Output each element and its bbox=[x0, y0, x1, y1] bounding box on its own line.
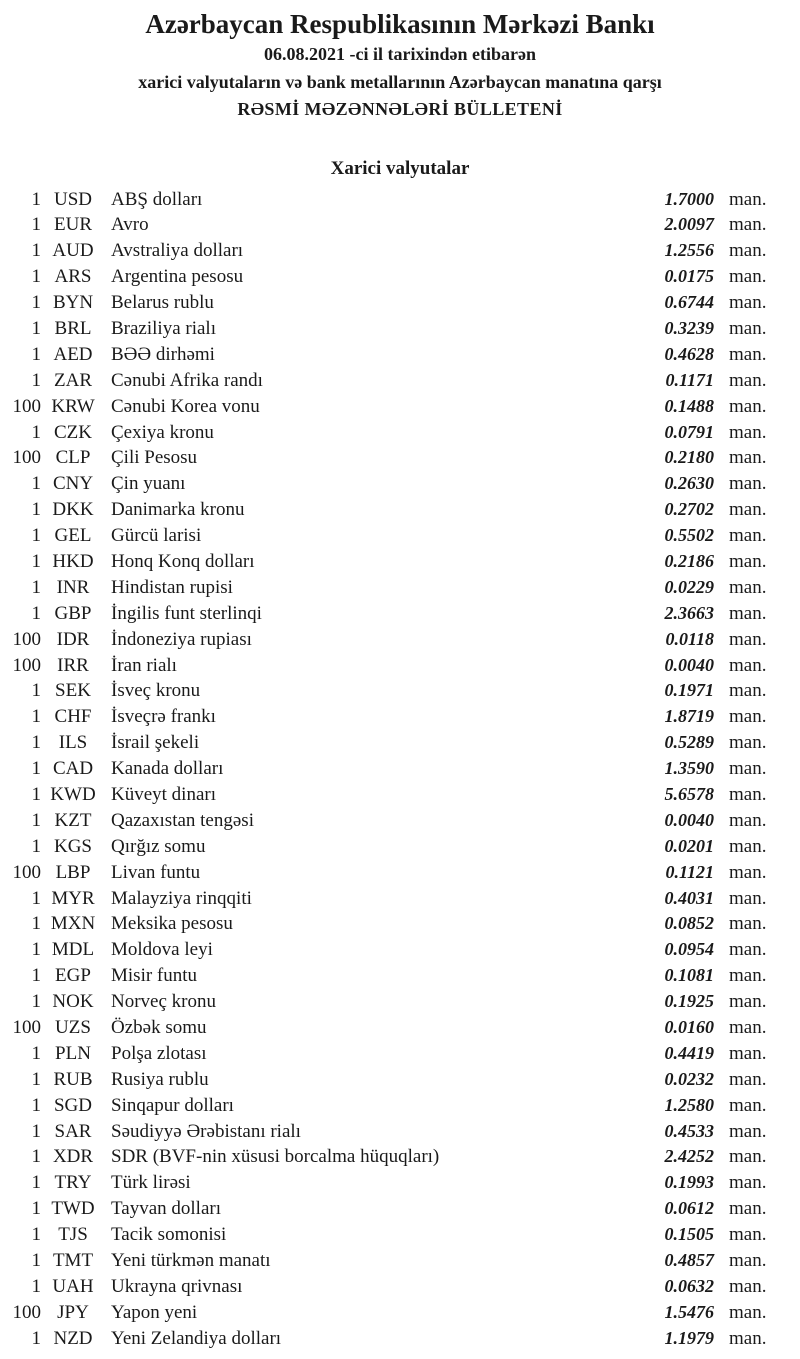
currency-rate: 0.1121 bbox=[665, 861, 714, 882]
currency-code: KWD bbox=[50, 783, 96, 805]
currency-row bbox=[0, 238, 800, 264]
currency-quantity: 1 bbox=[31, 939, 41, 961]
currency-rate: 0.5502 bbox=[664, 525, 714, 546]
currency-quantity: 1 bbox=[31, 317, 41, 339]
currency-row bbox=[0, 497, 800, 523]
currency-quantity: 1 bbox=[31, 991, 41, 1013]
currency-row bbox=[0, 1170, 800, 1196]
currency-code: PLN bbox=[55, 1042, 91, 1064]
currency-row bbox=[0, 730, 800, 756]
currency-quantity: 1 bbox=[31, 1250, 41, 1272]
currency-unit: man. bbox=[729, 550, 767, 572]
currency-code: SGD bbox=[53, 1094, 92, 1116]
currency-row bbox=[0, 471, 800, 497]
currency-rate: 0.4857 bbox=[664, 1250, 714, 1271]
currency-rate: 0.2186 bbox=[664, 550, 714, 571]
currency-rate: 0.4419 bbox=[664, 1042, 714, 1063]
currency-unit: man. bbox=[729, 292, 767, 314]
currency-quantity: 1 bbox=[31, 1094, 41, 1116]
currency-quantity: 1 bbox=[31, 343, 41, 365]
currency-rate: 0.0229 bbox=[664, 576, 714, 597]
currency-row bbox=[0, 523, 800, 549]
currency-name: Norveç kronu bbox=[111, 991, 216, 1013]
currency-code: USD bbox=[53, 188, 92, 210]
currency-rate: 1.1979 bbox=[664, 1327, 714, 1348]
currency-unit: man. bbox=[729, 1094, 767, 1116]
currency-quantity: 1 bbox=[31, 525, 41, 547]
currency-row bbox=[0, 342, 800, 368]
currency-code: CLP bbox=[55, 447, 91, 469]
currency-row bbox=[0, 1300, 800, 1326]
currency-quantity: 1 bbox=[31, 292, 41, 314]
currency-unit: man. bbox=[729, 240, 767, 262]
currency-quantity: 1 bbox=[31, 783, 41, 805]
currency-name: Çexiya kronu bbox=[111, 421, 214, 443]
currency-unit: man. bbox=[729, 706, 767, 728]
currency-row bbox=[0, 678, 800, 704]
currency-code: JPY bbox=[57, 1301, 89, 1323]
currency-unit: man. bbox=[729, 1146, 767, 1168]
currency-code: DKK bbox=[52, 499, 94, 521]
currency-name: İndoneziya rupiası bbox=[111, 628, 252, 650]
currency-unit: man. bbox=[729, 783, 767, 805]
currency-rate: 0.4533 bbox=[664, 1120, 714, 1141]
currency-name: İsveçrə frankı bbox=[111, 706, 216, 728]
currency-code: TWD bbox=[51, 1198, 95, 1220]
currency-quantity: 1 bbox=[31, 602, 41, 624]
currency-quantity: 1 bbox=[31, 240, 41, 262]
currency-rate: 0.0040 bbox=[664, 809, 714, 830]
currency-quantity: 1 bbox=[31, 1120, 41, 1142]
currency-name: İran rialı bbox=[111, 654, 177, 676]
currency-code: ILS bbox=[58, 732, 88, 754]
currency-code: INR bbox=[56, 576, 90, 598]
section-title: Xarici valyutalar bbox=[330, 157, 470, 179]
currency-code: SAR bbox=[54, 1120, 92, 1142]
currency-row bbox=[0, 911, 800, 937]
currency-unit: man. bbox=[729, 1301, 767, 1323]
currency-rate: 0.0118 bbox=[665, 628, 714, 649]
currency-unit: man. bbox=[729, 965, 767, 987]
currency-row bbox=[0, 420, 800, 446]
currency-quantity: 1 bbox=[31, 965, 41, 987]
currency-quantity: 100 bbox=[12, 1017, 41, 1038]
currency-quantity: 1 bbox=[31, 369, 41, 391]
currency-row bbox=[0, 1041, 800, 1067]
currency-unit: man. bbox=[729, 602, 767, 624]
currency-code: IDR bbox=[56, 628, 90, 650]
currency-row bbox=[0, 394, 800, 420]
currency-name: Tayvan dolları bbox=[111, 1198, 221, 1220]
currency-code: TJS bbox=[58, 1224, 88, 1246]
currency-name: Hindistan rupisi bbox=[111, 576, 233, 598]
currency-code: UAH bbox=[52, 1275, 94, 1297]
currency-unit: man. bbox=[729, 939, 767, 961]
currency-unit: man. bbox=[729, 991, 767, 1013]
currency-rate: 1.2580 bbox=[664, 1094, 714, 1115]
currency-rate: 0.0160 bbox=[664, 1017, 714, 1037]
currency-code: CZK bbox=[54, 421, 92, 443]
currency-quantity: 1 bbox=[31, 421, 41, 443]
currency-unit: man. bbox=[729, 1017, 767, 1038]
currency-quantity: 1 bbox=[31, 758, 41, 780]
currency-name: Yapon yeni bbox=[111, 1301, 198, 1323]
currency-unit: man. bbox=[729, 1042, 767, 1064]
currency-rate: 0.6744 bbox=[664, 292, 714, 313]
currency-name: Moldova leyi bbox=[111, 939, 213, 961]
currency-code: RUB bbox=[53, 1068, 93, 1090]
currency-row bbox=[0, 290, 800, 316]
currency-name: İngilis funt sterlinqi bbox=[111, 602, 262, 624]
currency-unit: man. bbox=[729, 732, 767, 754]
currency-row bbox=[0, 756, 800, 782]
currency-name: İsveç kronu bbox=[111, 680, 201, 702]
currency-rate: 0.3239 bbox=[664, 317, 714, 338]
currency-name: Honq Konq dolları bbox=[111, 550, 255, 572]
currency-name: Avro bbox=[111, 214, 149, 236]
currency-unit: man. bbox=[729, 525, 767, 547]
currency-unit: man. bbox=[729, 266, 767, 288]
currency-row bbox=[0, 549, 800, 575]
currency-unit: man. bbox=[729, 1120, 767, 1142]
currency-quantity: 100 bbox=[12, 628, 41, 650]
currency-unit: man. bbox=[729, 628, 767, 650]
currency-name: Argentina pesosu bbox=[111, 266, 244, 288]
currency-name: Malayziya rinqqiti bbox=[111, 887, 252, 909]
rates-table bbox=[0, 187, 800, 1352]
currency-quantity: 100 bbox=[12, 447, 41, 469]
currency-row bbox=[0, 1067, 800, 1093]
currency-quantity: 1 bbox=[31, 809, 41, 831]
currency-rate: 2.4252 bbox=[664, 1146, 714, 1167]
currency-rate: 0.2180 bbox=[664, 447, 714, 468]
currency-rate: 0.0232 bbox=[664, 1068, 714, 1089]
bank-title: Azərbaycan Respublikasının Mərkəzi Bankı bbox=[145, 9, 655, 39]
currency-unit: man. bbox=[729, 1224, 767, 1246]
currency-code: NZD bbox=[53, 1327, 93, 1349]
currency-row bbox=[0, 368, 800, 394]
currency-rate: 0.0201 bbox=[664, 835, 714, 856]
currency-code: BRL bbox=[54, 317, 92, 339]
currency-unit: man. bbox=[729, 654, 767, 676]
currency-code: UZS bbox=[55, 1017, 91, 1038]
currency-name: Cənubi Korea vonu bbox=[111, 395, 260, 417]
currency-rate: 0.2630 bbox=[664, 473, 714, 494]
currency-code: LBP bbox=[55, 861, 91, 883]
currency-row bbox=[0, 1015, 800, 1041]
currency-row bbox=[0, 1196, 800, 1222]
currency-row bbox=[0, 860, 800, 886]
currency-code: TMT bbox=[52, 1250, 94, 1272]
currency-rate: 0.0612 bbox=[664, 1198, 714, 1219]
currency-code: SEK bbox=[55, 680, 91, 702]
currency-unit: man. bbox=[729, 1250, 767, 1272]
currency-unit: man. bbox=[729, 809, 767, 831]
currency-rate: 1.3590 bbox=[664, 758, 714, 779]
currency-code: MXN bbox=[50, 913, 96, 935]
currency-unit: man. bbox=[729, 758, 767, 780]
currency-row bbox=[0, 1274, 800, 1300]
currency-rate: 0.0852 bbox=[664, 913, 714, 934]
currency-code: AUD bbox=[52, 240, 94, 262]
currency-quantity: 1 bbox=[31, 1275, 41, 1297]
bulletin-header bbox=[0, 0, 800, 124]
currency-rate: 0.4628 bbox=[664, 343, 714, 364]
currency-row bbox=[0, 1222, 800, 1248]
currency-name: Livan funtu bbox=[111, 861, 201, 883]
currency-unit: man. bbox=[729, 913, 767, 935]
currency-quantity: 1 bbox=[31, 1327, 41, 1349]
subject-line: xarici valyutaların və bank metallarının Azərbaycan manatına qarşı bbox=[138, 71, 662, 92]
currency-unit: man. bbox=[729, 1198, 767, 1220]
currency-name: Səudiyyə Ərəbistanı rialı bbox=[111, 1120, 301, 1142]
currency-code: CNY bbox=[52, 473, 94, 495]
currency-row bbox=[0, 445, 800, 471]
currency-name: Misir funtu bbox=[111, 965, 198, 987]
currency-name: Çili Pesosu bbox=[111, 447, 198, 469]
currency-rate: 2.0097 bbox=[664, 214, 714, 235]
currency-quantity: 1 bbox=[31, 1224, 41, 1246]
currency-code: KZT bbox=[54, 809, 92, 831]
currency-quantity: 100 bbox=[12, 395, 41, 417]
currency-quantity: 1 bbox=[31, 473, 41, 495]
currency-rate: 0.2702 bbox=[664, 499, 714, 520]
currency-name: ABŞ dolları bbox=[111, 188, 203, 210]
currency-code: EUR bbox=[54, 214, 92, 236]
currency-row bbox=[0, 264, 800, 290]
currency-name: Yeni Zelandiya dolları bbox=[111, 1327, 282, 1349]
currency-quantity: 1 bbox=[31, 266, 41, 288]
currency-name: Tacik somonisi bbox=[111, 1224, 227, 1246]
currency-unit: man. bbox=[729, 214, 767, 236]
currency-code: ARS bbox=[54, 266, 92, 288]
currency-rate: 0.0791 bbox=[664, 421, 714, 442]
currency-quantity: 1 bbox=[31, 706, 41, 728]
currency-rate: 0.1993 bbox=[664, 1172, 714, 1193]
currency-name: BƏƏ dirhəmi bbox=[111, 343, 215, 365]
currency-code: MDL bbox=[51, 939, 95, 961]
currency-unit: man. bbox=[729, 395, 767, 417]
currency-code: XDR bbox=[52, 1146, 94, 1168]
currency-rate: 1.7000 bbox=[664, 188, 714, 209]
currency-code: CAD bbox=[52, 758, 94, 780]
currency-row bbox=[0, 886, 800, 912]
currency-row bbox=[0, 1093, 800, 1119]
currency-rate: 0.5289 bbox=[664, 732, 714, 753]
currency-row bbox=[0, 1119, 800, 1145]
currency-unit: man. bbox=[729, 369, 767, 391]
currency-row bbox=[0, 316, 800, 342]
currency-unit: man. bbox=[729, 421, 767, 443]
currency-row bbox=[0, 937, 800, 963]
currency-name: Cənubi Afrika randı bbox=[111, 369, 263, 391]
currency-rate: 0.1971 bbox=[664, 680, 714, 701]
currency-code: ZAR bbox=[54, 369, 92, 391]
currency-unit: man. bbox=[729, 447, 767, 469]
currency-name: Avstraliya dolları bbox=[111, 240, 244, 262]
currency-code: BYN bbox=[52, 292, 94, 314]
currency-rate: 0.1171 bbox=[665, 369, 714, 390]
currency-code: AED bbox=[53, 343, 93, 365]
currency-row bbox=[0, 963, 800, 989]
currency-code: NOK bbox=[52, 991, 94, 1013]
currency-name: Rusiya rublu bbox=[111, 1068, 209, 1090]
currency-row bbox=[0, 808, 800, 834]
currency-unit: man. bbox=[729, 1068, 767, 1090]
effective-date-line: 06.08.2021 -ci il tarixindən etibarən bbox=[264, 44, 536, 64]
currency-unit: man. bbox=[729, 680, 767, 702]
currency-row bbox=[0, 704, 800, 730]
currency-name: Çin yuanı bbox=[111, 473, 186, 495]
currency-quantity: 100 bbox=[12, 1301, 41, 1323]
currency-quantity: 1 bbox=[31, 680, 41, 702]
currency-row bbox=[0, 601, 800, 627]
currency-quantity: 1 bbox=[31, 887, 41, 909]
currency-row bbox=[0, 989, 800, 1015]
currency-name: Yeni türkmən manatı bbox=[111, 1250, 271, 1272]
currency-row bbox=[0, 1326, 800, 1352]
currency-quantity: 1 bbox=[31, 1198, 41, 1220]
currency-unit: man. bbox=[729, 473, 767, 495]
currency-unit: man. bbox=[729, 861, 767, 883]
currency-quantity: 1 bbox=[31, 188, 41, 210]
currency-unit: man. bbox=[729, 343, 767, 365]
currency-rate: 0.0040 bbox=[664, 654, 714, 675]
currency-name: Braziliya rialı bbox=[111, 317, 216, 339]
currency-unit: man. bbox=[729, 887, 767, 909]
currency-code: GEL bbox=[54, 525, 92, 547]
currency-row bbox=[0, 187, 800, 213]
currency-rate: 0.0175 bbox=[664, 266, 714, 287]
currency-code: IRR bbox=[57, 654, 89, 676]
currency-row bbox=[0, 627, 800, 653]
currency-row bbox=[0, 1144, 800, 1170]
currency-name: Küveyt dinarı bbox=[111, 783, 217, 805]
currency-quantity: 1 bbox=[31, 1042, 41, 1064]
currency-row bbox=[0, 1248, 800, 1274]
currency-unit: man. bbox=[729, 835, 767, 857]
currency-quantity: 100 bbox=[12, 861, 41, 883]
currency-quantity: 1 bbox=[31, 1146, 41, 1168]
currency-quantity: 1 bbox=[31, 550, 41, 572]
currency-row bbox=[0, 575, 800, 601]
currency-name: Danimarka kronu bbox=[111, 499, 245, 521]
currency-rate: 1.8719 bbox=[664, 706, 714, 727]
currency-row bbox=[0, 212, 800, 238]
currency-unit: man. bbox=[729, 317, 767, 339]
currency-row bbox=[0, 653, 800, 679]
currency-code: EGP bbox=[55, 965, 91, 987]
currency-code: MYR bbox=[51, 887, 95, 909]
currency-name: Sinqapur dolları bbox=[111, 1094, 234, 1116]
currency-rate: 2.3663 bbox=[664, 602, 714, 623]
currency-rate: 0.1505 bbox=[664, 1224, 714, 1245]
currency-rate: 1.5476 bbox=[664, 1301, 714, 1322]
currency-quantity: 100 bbox=[12, 654, 41, 676]
currency-quantity: 1 bbox=[31, 576, 41, 598]
currency-row bbox=[0, 834, 800, 860]
currency-rate: 0.1925 bbox=[664, 991, 714, 1012]
currency-unit: man. bbox=[729, 499, 767, 521]
currency-name: Türk lirəsi bbox=[111, 1172, 191, 1194]
currency-rate: 0.1488 bbox=[664, 395, 714, 416]
currency-code: TRY bbox=[54, 1172, 92, 1194]
currency-quantity: 1 bbox=[31, 499, 41, 521]
currency-unit: man. bbox=[729, 188, 767, 210]
currency-name: Gürcü larisi bbox=[111, 525, 202, 547]
currency-code: HKD bbox=[52, 550, 94, 572]
currency-quantity: 1 bbox=[31, 214, 41, 236]
currency-rate: 0.1081 bbox=[664, 965, 714, 986]
currency-unit: man. bbox=[729, 1327, 767, 1349]
currency-rate: 0.0632 bbox=[664, 1275, 714, 1296]
currency-code: GBP bbox=[54, 602, 92, 624]
currency-code: CHF bbox=[54, 706, 92, 728]
currency-row bbox=[0, 782, 800, 808]
currency-name: Meksika pesosu bbox=[111, 913, 233, 935]
currency-unit: man. bbox=[729, 1172, 767, 1194]
currency-name: Qazaxıstan tengəsi bbox=[111, 809, 254, 831]
currency-quantity: 1 bbox=[31, 1068, 41, 1090]
currency-code: KRW bbox=[51, 395, 95, 417]
currency-name: Kanada dolları bbox=[111, 758, 224, 780]
currency-quantity: 1 bbox=[31, 1172, 41, 1194]
currency-code: KGS bbox=[53, 835, 92, 857]
currency-name: Özbək somu bbox=[111, 1017, 207, 1038]
currency-name: Belarus rublu bbox=[111, 292, 214, 314]
currency-name: Ukrayna qrivnası bbox=[111, 1275, 243, 1297]
bulletin-title: RƏSMİ MƏZƏNNƏLƏRİ BÜLLETENİ bbox=[237, 99, 563, 119]
currency-name: SDR (BVF-nin xüsusi borcalma hüquqları) bbox=[111, 1146, 440, 1168]
currency-name: İsrail şekeli bbox=[111, 732, 200, 754]
currency-quantity: 1 bbox=[31, 732, 41, 754]
currency-rate: 5.6578 bbox=[664, 783, 714, 804]
currency-rate: 1.2556 bbox=[664, 240, 714, 261]
currency-unit: man. bbox=[729, 576, 767, 598]
currency-name: Polşa zlotası bbox=[111, 1042, 207, 1064]
currency-rate: 0.0954 bbox=[664, 939, 714, 960]
currency-unit: man. bbox=[729, 1275, 767, 1297]
currency-name: Qırğız somu bbox=[111, 835, 206, 857]
currency-rate: 0.4031 bbox=[664, 887, 714, 908]
currency-quantity: 1 bbox=[31, 835, 41, 857]
currency-quantity: 1 bbox=[31, 913, 41, 935]
